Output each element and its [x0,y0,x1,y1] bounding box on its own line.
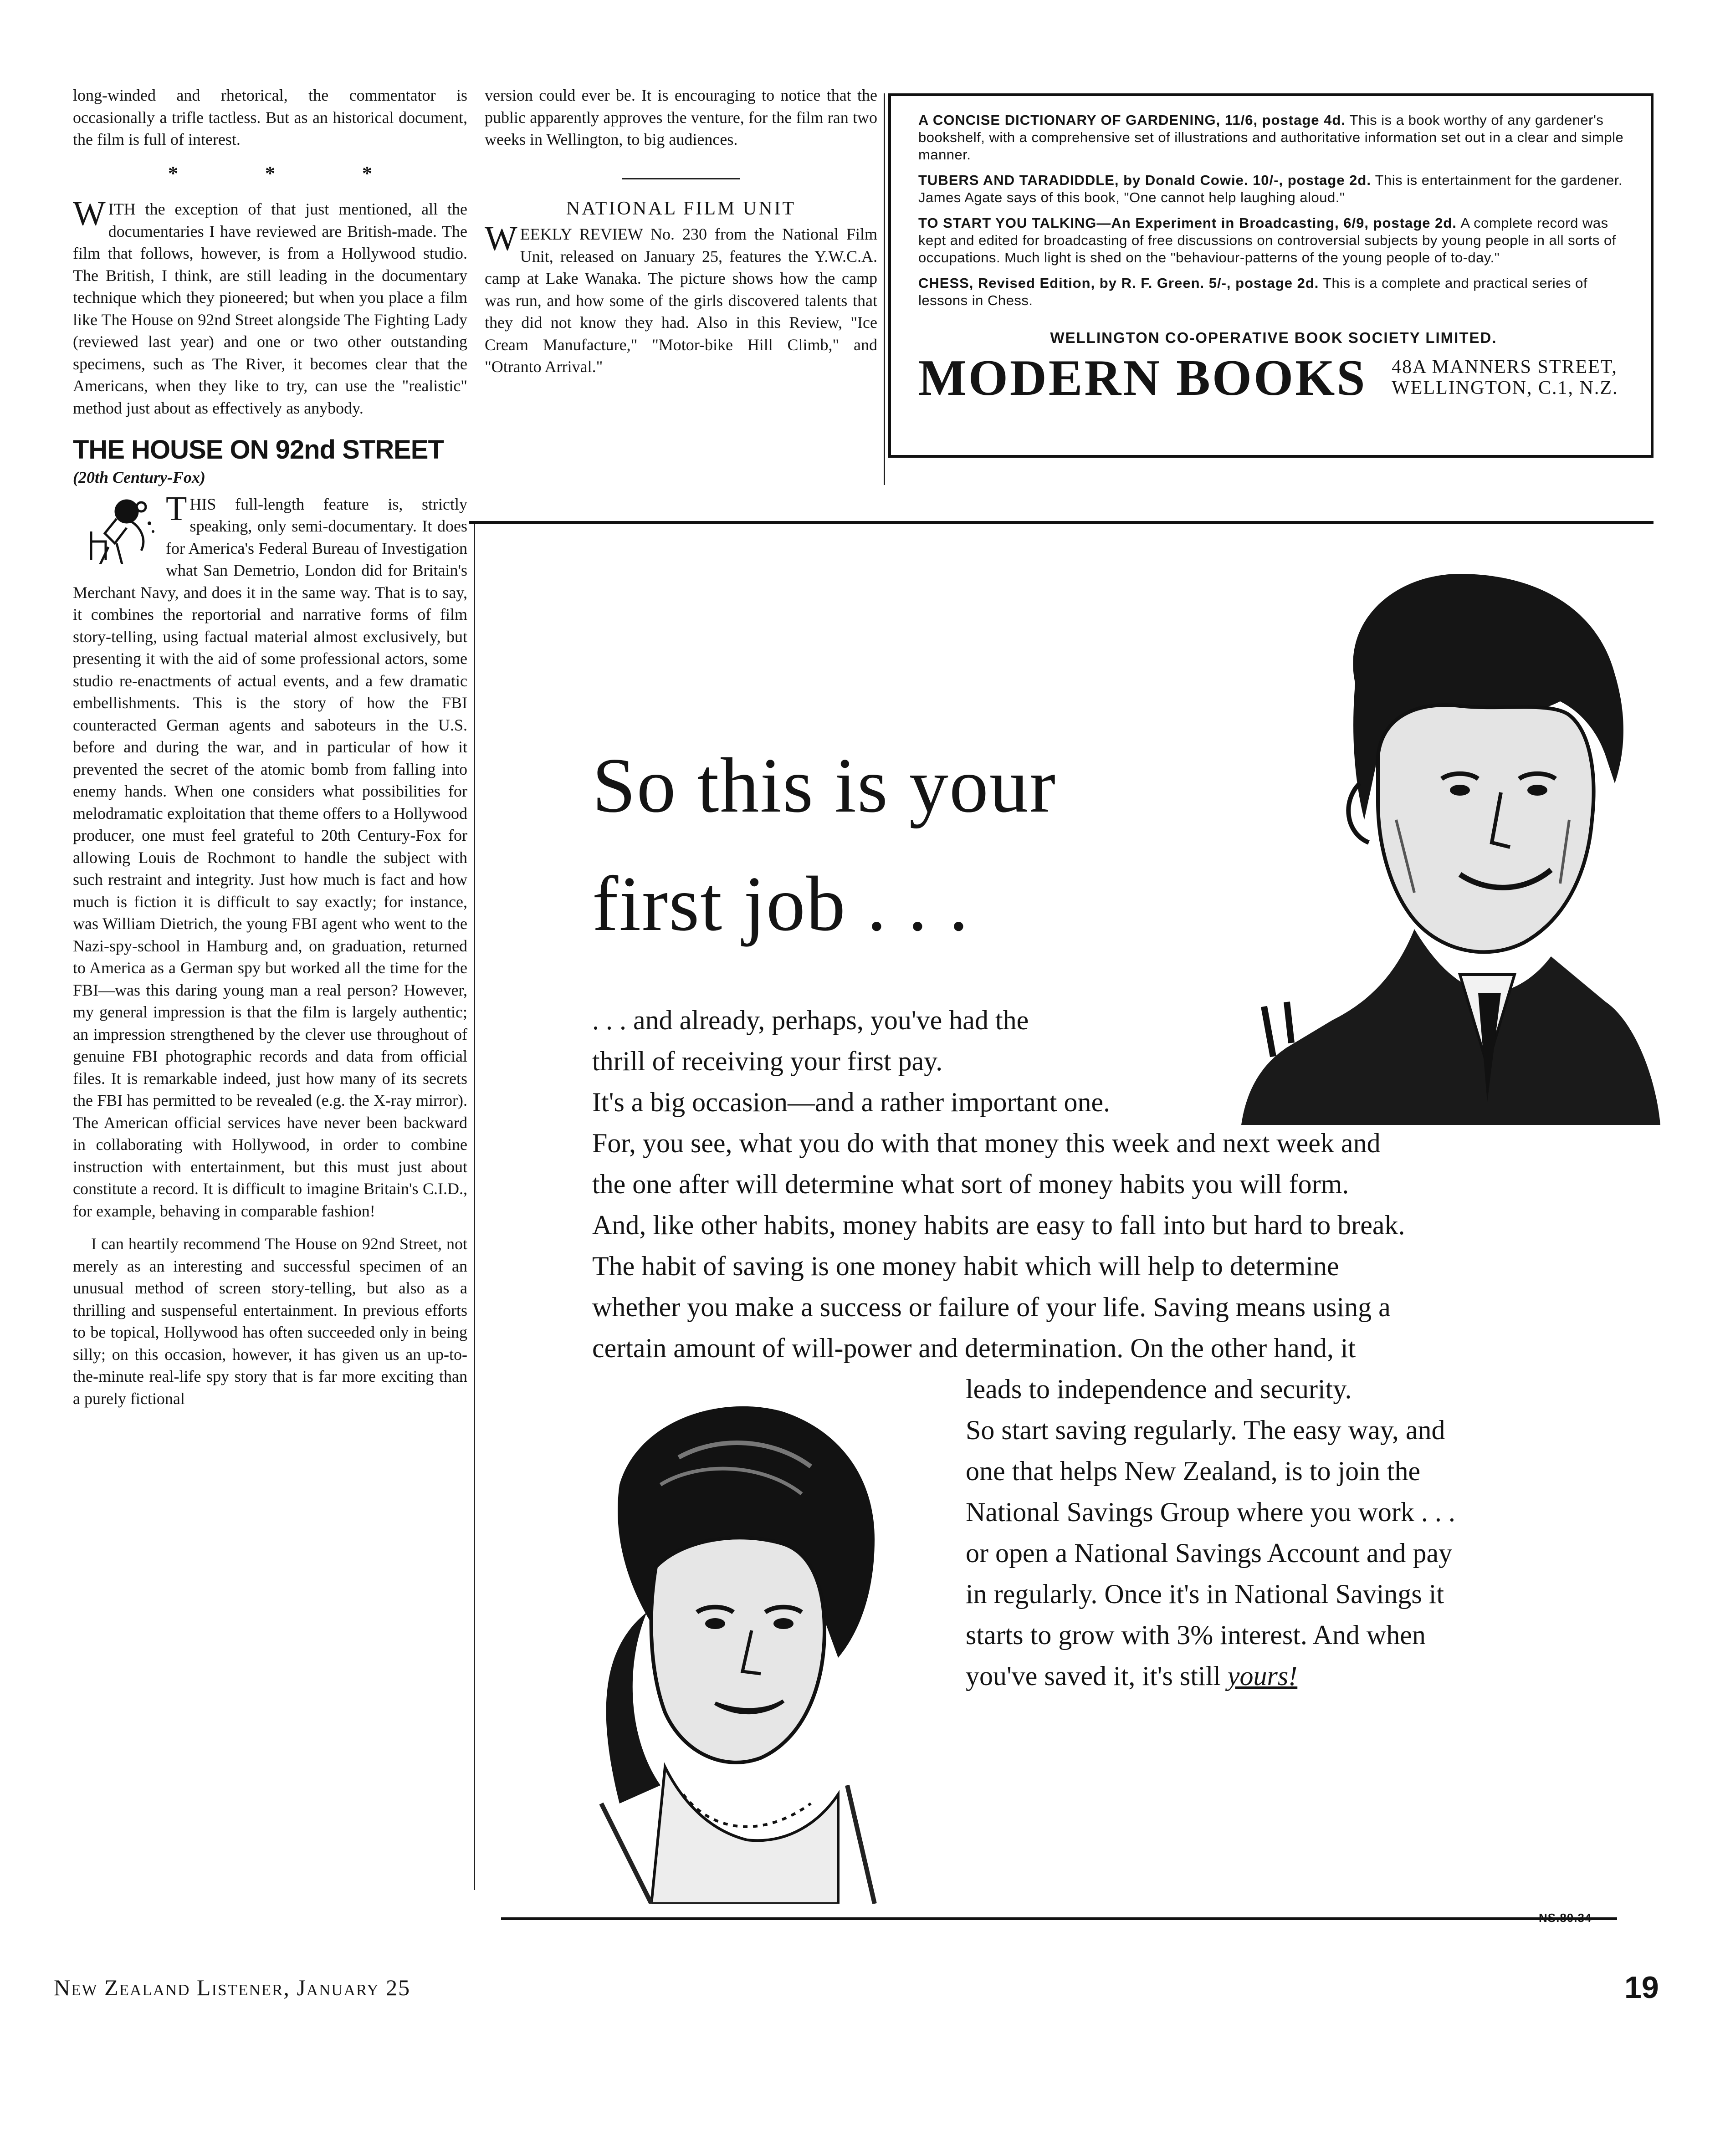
recommendation-paragraph: I can heartily recommend The House on 92nd Street, not merely as an interesting and successful specimen of an unusual method of screen story-telling, but also as a thrilling and suspenseful entertainment. In previous efforts to be topical, Hollywood has often succeeded only in being silly; on this occasion, however, it has given us an up-to-the-minute real-life spy story that is far more exciting than a purely fictional [73,1235,467,1408]
headline-line-1: So this is your [592,742,1057,829]
ad-body-lower: leads to independence and security. So start saving regularly. The easy way, and one that helps New Zealand, is to join the National Savings Group where you work . . . or open a National Savings Account and pay in regularly. Once it's in National Savings it starts to grow with 3% interest. And when you've saved it, it's still yours! [966,1374,1455,1691]
nfu-body: WEEKLY REVIEW No. 230 from the National Film Unit, released on January 25, features the Y.W.C.A. camp at Lake Wanaka. The picture shows how the camp was run, and how some of the girls discovered talents that they did not know they had. Also in this Review, "Ice Cream Manufacture," "Motor-bike Hill Climb," and "Otranto Arrival." [485,220,877,376]
book-entry: TUBERS AND TARADIDDLE, by Donald Cowie. 10/-, postage 2d. This is entertainment for the gardener. James Agate says of this book, "One cannot help laughing aloud." [918,172,1623,205]
review-end: version could ever be. It is encouraging to notice that the public apparently approves the venture, for the film ran two weeks in Wellington, to big audiences. [485,86,877,148]
headline-line-2: first job . . . [592,861,969,947]
book-advertisement [888,93,1654,458]
middle-column [485,84,877,378]
drop-cap: T [166,489,187,528]
column-rule [884,93,885,485]
address: 48A MANNERS STREET, WELLINGTON, C.1, N.Z. [1392,357,1618,399]
review-studio: (20th Century-Fox) [73,468,206,486]
publication-footer: New Zealand Listener, January 25 [54,1975,411,2000]
ad-top-rule [469,521,1654,524]
section-separator: * * * [168,162,413,184]
book-entry: TO START YOU TALKING—An Experiment in Broadcasting, 6/9, postage 2d. A complete record was kept and edited for broadcasting of free discussions on controversial subjects by young people in all sorts of occupations. Much light is shed on the "behaviour-patterns of the young people of to-day." [918,215,1616,266]
left-column [73,84,467,1410]
society-name: WELLINGTON CO-OPERATIVE BOOK SOCIETY LIMITED. [1050,329,1497,346]
book-entry: CHESS, Revised Edition, by R. F. Green. 5/-, postage 2d. This is a complete and practical series of lessons in Chess. [918,275,1588,308]
brand-logo: MODERN BOOKS [918,350,1367,406]
brand-row [918,350,1629,406]
nfu-heading: NATIONAL FILM UNIT [566,198,796,219]
projector-icon [73,496,159,564]
drop-cap: W [73,194,106,233]
review-title: THE HOUSE ON 92nd STREET [73,435,444,465]
divider [622,178,740,179]
page-number: 19 [1624,1970,1659,2005]
drop-cap: W [485,220,517,258]
review-continuation: long-winded and rhetorical, the commentator is occasionally a trifle tactless. But as an historical document, the film is full of interest. [73,86,467,148]
review-body: THIS full-length feature is, strictly speaking, only semi-documentary. It does for America's Federal Bureau of Investigation what San Demetrio, London did for Britain's Merchant Navy, and does it in the same way. That is to say, it combines the reportorial and narrative forms of film story-telling, using factual material almost exclusively, but presenting it with the aid of some professional actors, some studio re-enactments of actual events, and a few dramatic embellishments. This is the story of how the FBI counteracted German agents and saboteurs in the U.S. before and during the war, and in particular of how it prevented the secret of the atomic bomb from falling into enemy hands. When one considers what possibilities for melodramatic exploitation that theme offers to a Hollywood producer, one must feel grateful to 20th Century-Fox for allowing Louis de Rochmont to handle the subject with such restraint and integrity. Just how much is fact and how much is fiction it is difficult to say exactly; for instance, was William Dietrich, the young FBI agent who went to the Nazi-spy-school in Hamburg and, on graduation, returned to America as a German spy but worked all the time for the FBI—was this daring young man a real person? However, my general impression is that the film is largely authentic; an impression strengthened by the clever use throughout of genuine FBI photographic records and data from official files. It is remarkable indeed, just how many of its secrets the FBI has permitted to be revealed (e.g. the X-ray mirror). The American official services have never been backward in collaborating with Hollywood, in order to combine instruction with entertainment, but this must just about constitute a record. It is difficult to imagine Britain's C.I.D., for example, behaving in comparable fashion! [73,489,467,1220]
column-rule [474,524,475,1890]
ad-bottom-rule [501,1917,1617,1920]
young-woman-illustration [547,1394,920,1904]
ad-code: NS.80.34 [1539,1911,1592,1925]
book-entry: A CONCISE DICTIONARY OF GARDENING, 11/6, postage 4d. This is a book worthy of any gardener's bookshelf, with a comprehensive set of illustrations and authoritative information set out in a clear and simple manner. [918,112,1624,163]
ad-body-upper: . . . and already, perhaps, you've had the thrill of receiving your first pay. It's a big occasion—and a rather important one. For, you see, what you do with that money this week and next week and the one after will determine what sort of money habits you will form. And, like other habits, money habits are easy to fall into but hard to break. The habit of saving is one money habit which will help to determine whether you make a success or failure of your life. Saving means using a certain amount of will-power and determination. On the other hand, it [592,1005,1405,1363]
documentary-paragraph: WITH the exception of that just mentioned, all the documentaries I have reviewed are British-made. The film that follows, however, is from a Hollywood studio. The British, I think, are still leading in the documentary technique which they pioneered; but when you place a film like The House on 92nd Street alongside The Fighting Lady (reviewed last year) and one or two other outstanding specimens, such as The River, it becomes clear that the Americans, when they like to try, can use the "realistic" method just about as effectively as anybody. [73,194,467,417]
